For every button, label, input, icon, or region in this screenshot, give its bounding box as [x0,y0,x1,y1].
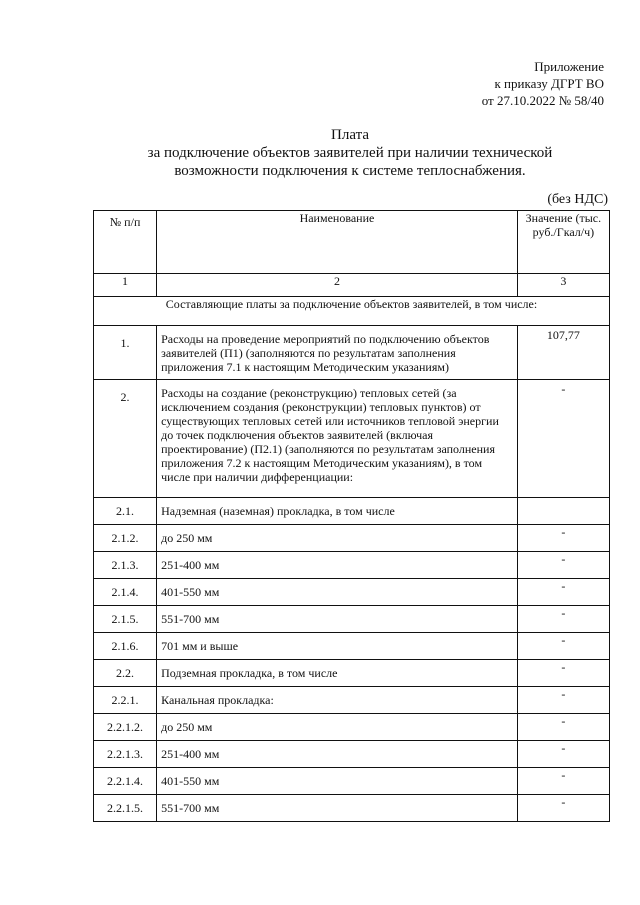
appendix-line-2: к приказу ДГРТ ВО [494,76,604,91]
header-num-label: № п/п [109,215,141,229]
index-cell-3: 3 [517,274,609,297]
row-num: 2. [94,380,157,498]
row-value: 107,77 [517,326,609,380]
row-num: 1. [94,326,157,380]
table-row [94,552,610,579]
row-num: 2.1.3. [94,552,157,579]
row-name: 701 мм и выше [157,633,518,660]
row-value: - [517,525,609,552]
row-name: 251-400 мм [157,552,518,579]
table-row [94,768,610,795]
appendix-line-3: от 27.10.2022 № 58/40 [481,93,604,108]
row-value: - [517,795,609,822]
row-num: 2.1.4. [94,579,157,606]
row-value: - [517,660,609,687]
row-value: - [517,714,609,741]
table-row [94,660,610,687]
row-name: Надземная (наземная) прокладка, в том числе [157,498,518,525]
table-row [94,525,610,552]
row-num: 2.2.1.5. [94,795,157,822]
table-row [94,687,610,714]
table-row [94,606,610,633]
row-name: 401-550 мм [157,768,518,795]
header-value-label: Значение (тыс. руб./Гкал/ч) [525,211,602,239]
row-value: - [517,687,609,714]
appendix-line-1: Приложение [534,59,604,74]
row-name: 551-700 мм [157,795,518,822]
row-name: Расходы на проведение мероприятий по подключению объектов заявителей (П1) (заполняются по результатам заполнения приложения 7.1 к настоящим Методическим указаниям) [157,326,518,380]
section-row [94,297,610,326]
row-num: 2.2.1. [94,687,157,714]
column-index-row [94,274,610,297]
row-value: - [517,579,609,606]
row-value: - [517,768,609,795]
row-name: 551-700 мм [157,606,518,633]
section-title: Составляющие платы за подключение объектов заявителей, в том числе: [94,297,610,326]
row-value: - [517,633,609,660]
table-row [94,579,610,606]
appendix-header [482,58,604,109]
table-header-row [94,211,610,274]
row-num: 2.2. [94,660,157,687]
header-name-label: Наименование [299,211,375,225]
row-num: 2.1.5. [94,606,157,633]
row-name: Подземная прокладка, в том числе [157,660,518,687]
table-row [94,714,610,741]
title-line-3: возможности подключения к системе теплоснабжения. [174,163,526,179]
row-num: 2.2.1.2. [94,714,157,741]
index-cell-1: 1 [94,274,157,297]
row-num: 2.2.1.4. [94,768,157,795]
header-name [157,211,518,274]
row-value: - [517,552,609,579]
table-row [94,795,610,822]
vat-note: (без НДС) [547,192,608,207]
row-value: - [517,380,609,498]
table-row [94,633,610,660]
title-line-2: за подключение объектов заявителей при наличии технической [147,145,553,161]
row-num: 2.2.1.3. [94,741,157,768]
row-name: Канальная прокладка: [157,687,518,714]
table-row [94,380,610,498]
index-cell-2: 2 [157,274,518,297]
row-value: - [517,606,609,633]
row-num: 2.1.6. [94,633,157,660]
row-name: 401-550 мм [157,579,518,606]
row-num: 2.1.2. [94,525,157,552]
document-title [120,126,580,180]
row-name: до 250 мм [157,714,518,741]
row-name: 251-400 мм [157,741,518,768]
table-row [94,326,610,380]
row-value [517,498,609,525]
table-row [94,498,610,525]
row-value: - [517,741,609,768]
fee-table [93,210,610,822]
header-value [517,211,609,274]
table-row [94,741,610,768]
row-num: 2.1. [94,498,157,525]
title-main: Плата [331,127,369,143]
header-num [94,211,157,274]
row-name: до 250 мм [157,525,518,552]
row-name: Расходы на создание (реконструкцию) тепловых сетей (за исключением создания (реконструкции) тепловых пунктов) от существующих тепловых сетей или источников тепловой энергии до точек подключения объектов заявителей (включая проектирование) (П2.1) (заполняются по результатам заполнения приложения 7.2 к настоящим Методическим указаниям), в том числе при наличии дифференциации: [157,380,518,498]
